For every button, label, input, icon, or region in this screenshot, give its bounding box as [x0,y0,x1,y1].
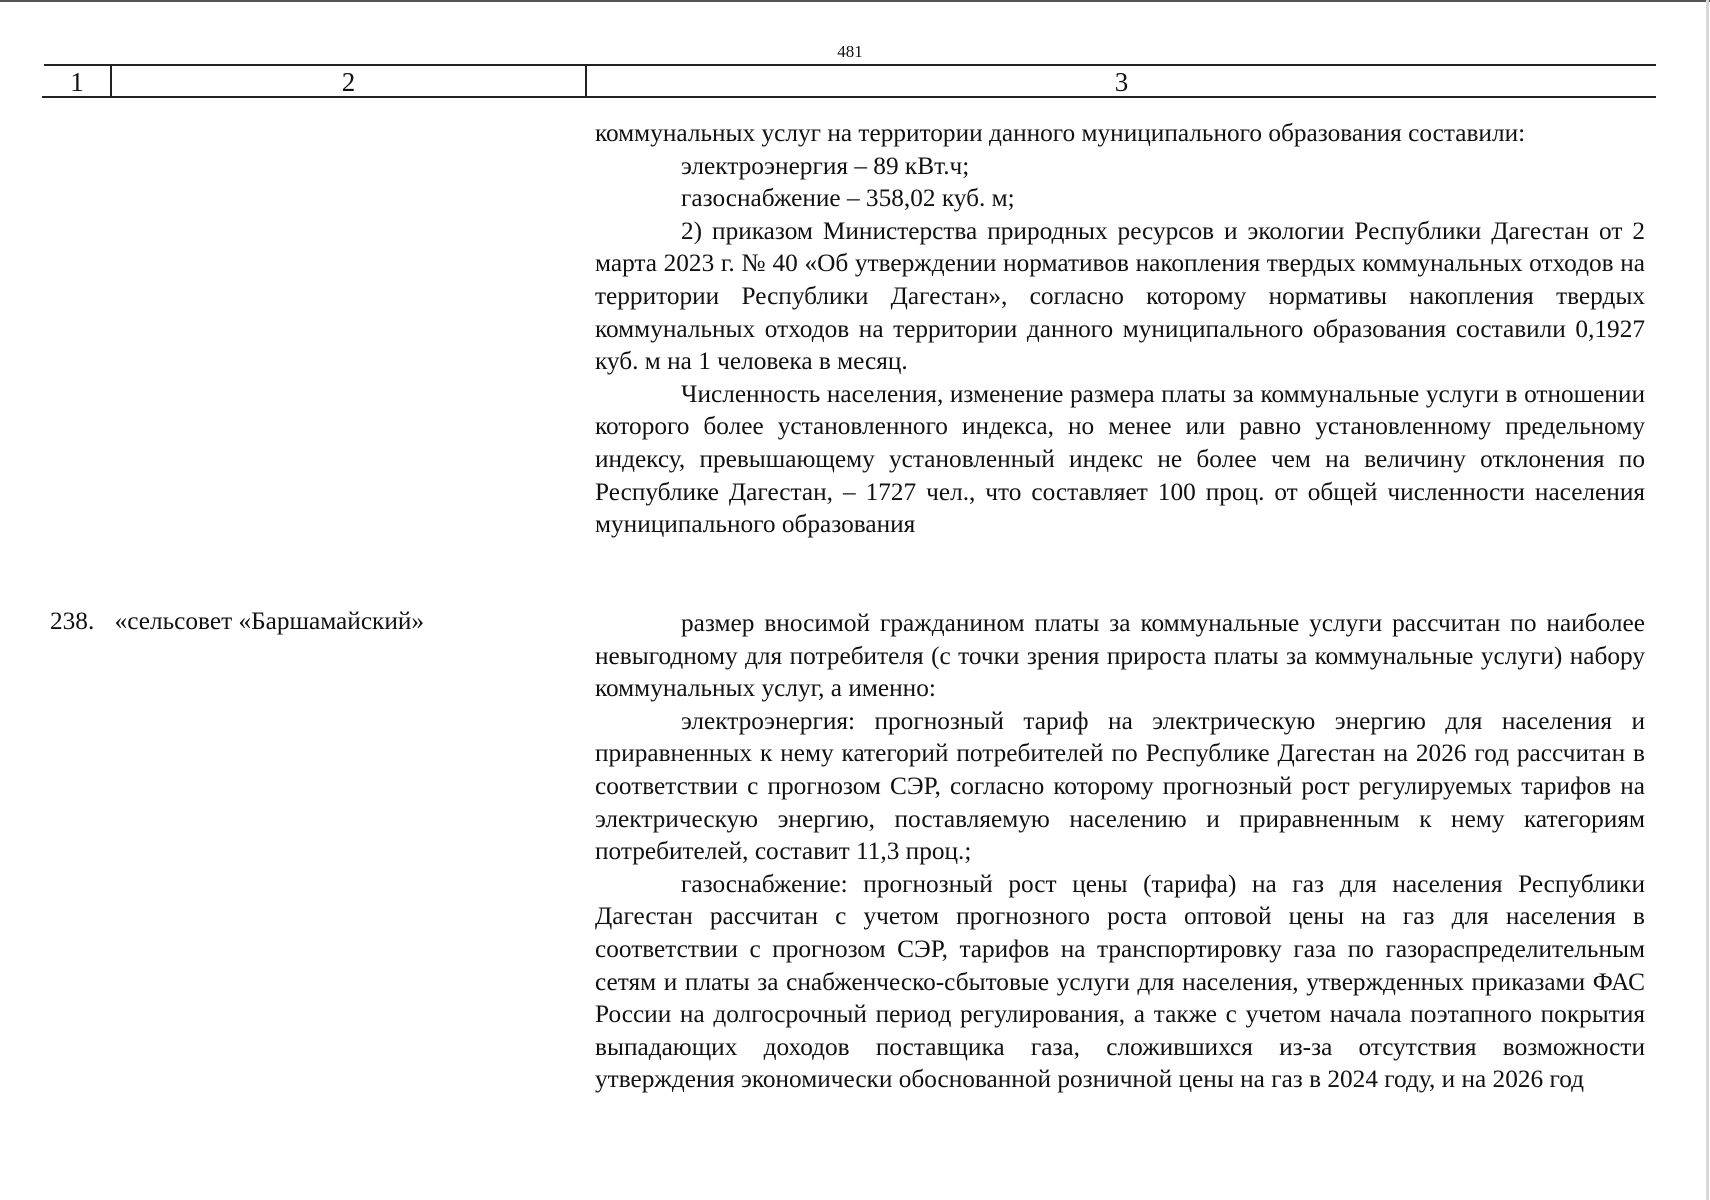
paragraph: Численность населения, изменение размера платы за коммунальные услуги в отношении которого более установленного индекса, но менее или равно установленному предельному индексу, превышающему установленный индекс не более чем на величину отклонения по Республике Дагестан, – 1727 чел., что составляет 100 проц. от общей численности населения муниципального образования [595,379,1645,539]
entry-number: 238. [50,607,95,635]
continuation-block [595,117,1645,541]
paragraph: газоснабжение – 358,02 куб. м; [681,184,1015,213]
entry-name: «сельсовет «Баршамайский» [114,607,425,635]
entry-238-text [595,607,1645,1096]
header-col-2: 2 [341,67,356,97]
paragraph: электроэнергия – 89 кВт.ч; [681,151,970,180]
scan-edge-top [0,0,1710,2]
paragraph: газоснабжение: прогнозный рост цены (тарифа) на газ для населения Республики Дагестан рассчитан с учетом прогнозного роста оптовой цены на газ для населения в соответствии с прогнозом СЭР, тарифов на транспортировку газа по газораспределительным сетям и платы за снабженческо-сбытовые услуги для населения, утвержденных приказами ФАС России на долгосрочный период регулирования, а также с учетом начала поэтапного покрытия выпадающих доходов поставщика газа, сложившихся из-за отсутствия возможности утверждения экономически обоснованной розничной цены на газ в 2024 году, и на 2026 год [595,869,1645,1094]
page-number: 481 [837,42,863,61]
header-col-1: 1 [70,67,84,97]
header-top-rule [44,64,1656,66]
scan-edge-right [1706,0,1709,1200]
paragraph: 2) приказом Министерства природных ресурсов и экологии Республики Дагестан от 2 марта 2023 г. № 40 «Об утверждении нормативов накопления твердых коммунальных отходов на территории Республики Дагестан», согласно которому нормативы накопления твердых коммунальных отходов на территории данного муниципального образования составили 0,1927 куб. м на 1 человека в месяц. [595,216,1645,376]
paragraph: коммунальных услуг на территории данного муниципального образования составили: [595,119,1526,147]
header-col-3: 3 [1114,67,1129,97]
paragraph: электроэнергия: прогнозный тариф на электрическую энергию для населения и приравненных к нему категорий потребителей по Республике Дагестан на 2026 год рассчитан в соответствии с прогнозом СЭР, согласно которому прогнозный рост регулируемых тарифов на электрическую энергию, поставляемую населению и приравненным к нему категориям потребителей, составит 11,3 проц.; [595,706,1645,866]
entry-238-label [50,605,424,638]
paragraph: размер вносимой гражданином платы за коммунальные услуги рассчитан по наиболее невыгодному для потребителя (с точки зрения прироста платы за коммунальные услуги) набору коммунальных услуг, а именно: [595,609,1645,703]
